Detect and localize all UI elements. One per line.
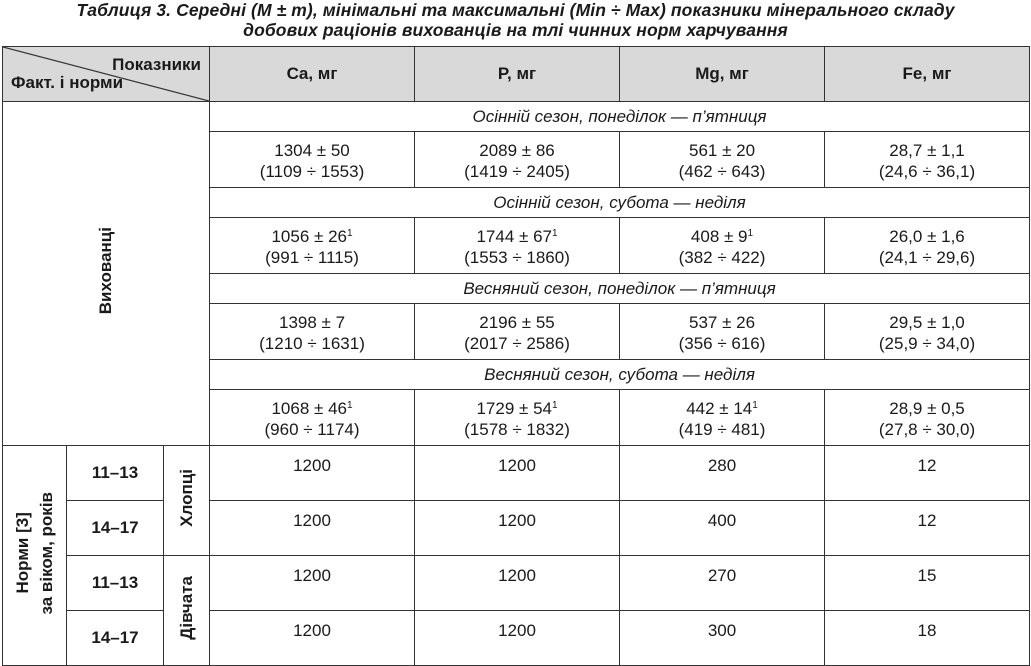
norm-value-cell: 300 <box>620 611 825 666</box>
value-cell <box>825 390 1030 446</box>
norm-value-cell: 1200 <box>415 501 620 556</box>
range-value: (1109 ÷ 1553) <box>259 162 365 181</box>
norms-label <box>11 492 59 615</box>
range-value: (24,6 ÷ 36,1) <box>878 162 976 181</box>
value-cell <box>415 390 620 446</box>
range-value: (1578 ÷ 1832) <box>464 420 570 439</box>
value-cell <box>210 304 415 360</box>
corner-bottom-label: Факт. і норми <box>11 73 124 92</box>
season-row <box>3 102 1030 132</box>
range-value: (24,1 ÷ 29,6) <box>878 248 976 267</box>
mean-value: 2196 ± 55 <box>479 313 555 332</box>
caption-line-2: добових раціонів вихованців на тлі чинних норм харчування <box>243 20 788 40</box>
norm-value-cell: 1200 <box>210 556 415 611</box>
group-label: Вихованці <box>96 227 115 315</box>
range-value: (1210 ÷ 1631) <box>259 334 365 353</box>
header-corner <box>3 47 210 102</box>
mean-value: 26,0 ± 1,6 <box>889 227 965 246</box>
norm-value-cell: 400 <box>620 501 825 556</box>
range-value: (25,9 ÷ 34,0) <box>878 334 976 353</box>
season-label: Весняний сезон, понеділок — п’ятниця <box>210 274 1030 304</box>
mean-value: 28,7 ± 1,1 <box>889 141 965 160</box>
norm-value-cell: 1200 <box>415 556 620 611</box>
value-cell <box>210 218 415 274</box>
sex-label: Дівчата <box>176 576 196 640</box>
norm-value-cell: 280 <box>620 446 825 501</box>
range-value: (1553 ÷ 1860) <box>464 248 570 267</box>
mean-value: 29,5 ± 1,0 <box>889 313 965 332</box>
norm-value-cell: 12 <box>825 501 1030 556</box>
norm-value-cell: 1200 <box>210 501 415 556</box>
age-cell: 11–13 <box>67 446 164 501</box>
column-header-fe: Fe, мг <box>825 47 1030 102</box>
range-value: (462 ÷ 643) <box>678 162 766 181</box>
norm-value-cell: 1200 <box>210 611 415 666</box>
value-cell <box>620 304 825 360</box>
value-cell <box>825 218 1030 274</box>
norm-value-cell: 1200 <box>415 611 620 666</box>
season-label: Осінній сезон, субота — неділя <box>210 188 1030 218</box>
age-cell: 14–17 <box>67 501 164 556</box>
value-cell <box>415 132 620 188</box>
group-label-cell <box>3 102 210 446</box>
mean-value: 28,9 ± 0,5 <box>889 399 965 418</box>
norm-value-cell: 1200 <box>415 446 620 501</box>
value-cell <box>825 304 1030 360</box>
range-value: (991 ÷ 1115) <box>265 248 359 267</box>
age-cell: 11–13 <box>67 556 164 611</box>
significance-mark: 1 <box>747 228 754 239</box>
norm-value-cell: 18 <box>825 611 1030 666</box>
mean-value: 561 ± 20 <box>688 141 756 160</box>
norm-row <box>3 446 1030 501</box>
column-header-ca: Ca, мг <box>210 47 415 102</box>
value-cell <box>210 390 415 446</box>
mean-value: 442 ± 14 <box>686 399 753 418</box>
value-cell <box>620 390 825 446</box>
value-cell <box>825 132 1030 188</box>
norm-value-cell: 12 <box>825 446 1030 501</box>
corner-top-label: Показники <box>112 55 202 74</box>
mean-value: 1056 ± 26 <box>271 227 347 246</box>
sex-label: Хлопці <box>176 469 196 527</box>
value-cell <box>210 132 415 188</box>
mean-value: 1068 ± 46 <box>271 399 347 418</box>
age-cell: 14–17 <box>67 611 164 666</box>
norm-value-cell: 1200 <box>210 446 415 501</box>
column-header-p: P, мг <box>415 47 620 102</box>
range-value: (960 ÷ 1174) <box>264 420 360 439</box>
norm-row <box>3 501 1030 556</box>
norms-label-cell <box>3 446 67 666</box>
header-row <box>3 47 1030 102</box>
mean-value: 2089 ± 86 <box>479 141 555 160</box>
norm-value-cell: 270 <box>620 556 825 611</box>
sex-label-cell <box>164 446 210 556</box>
norm-row <box>3 556 1030 611</box>
season-label: Осінній сезон, понеділок — п’ятниця <box>210 102 1030 132</box>
value-cell <box>620 218 825 274</box>
norm-value-cell: 15 <box>825 556 1030 611</box>
significance-mark: 1 <box>752 400 758 411</box>
sex-label-cell <box>164 556 210 666</box>
mean-value: 537 ± 26 <box>688 313 756 332</box>
significance-mark: 1 <box>346 228 353 239</box>
value-cell <box>415 218 620 274</box>
range-value: (1419 ÷ 2405) <box>464 162 570 181</box>
significance-mark: 1 <box>551 400 558 411</box>
value-cell <box>620 132 825 188</box>
mean-value: 1744 ± 67 <box>476 227 552 246</box>
mean-value: 1398 ± 7 <box>278 313 346 332</box>
caption-line-1: Таблиця 3. Середні (M ± m), мінімальні та максимальні (Min ÷ Max) показники мінерального складу <box>76 0 955 20</box>
norms-label-line-2: за віком, років <box>36 491 56 615</box>
mean-value: 408 ± 9 <box>690 227 748 246</box>
norms-label-line-1: Норми [3] <box>12 512 32 594</box>
season-label: Весняний сезон, субота — неділя <box>210 360 1030 390</box>
range-value: (382 ÷ 422) <box>678 248 766 267</box>
significance-mark: 1 <box>346 400 353 411</box>
norm-row <box>3 611 1030 666</box>
range-value: (356 ÷ 616) <box>678 334 766 353</box>
significance-mark: 1 <box>551 228 558 239</box>
range-value: (27,8 ÷ 30,0) <box>878 420 976 439</box>
mineral-table <box>2 46 1030 666</box>
value-cell <box>415 304 620 360</box>
column-header-mg: Mg, мг <box>620 47 825 102</box>
mean-value: 1729 ± 54 <box>476 399 552 418</box>
table-caption <box>0 0 1031 40</box>
range-value: (419 ÷ 481) <box>678 420 766 439</box>
range-value: (2017 ÷ 2586) <box>464 334 570 353</box>
mean-value: 1304 ± 50 <box>274 141 350 160</box>
